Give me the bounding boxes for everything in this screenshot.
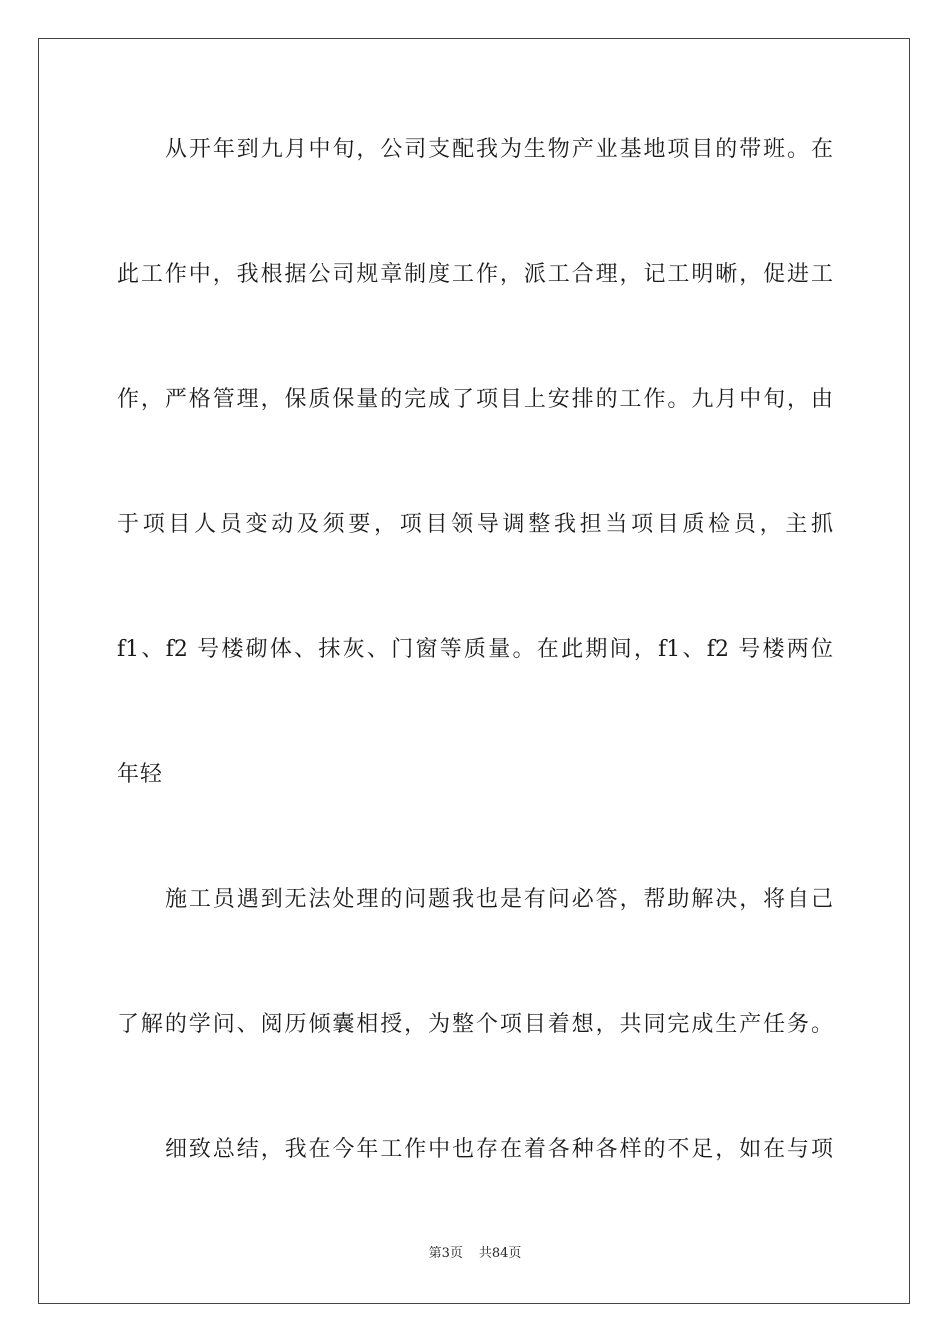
- paragraph-line-8: 了解的学问、阅历倾囊相授，为整个项目着想，共同完成生产任务。: [117, 1012, 833, 1037]
- paragraph-line-6: 年轻: [117, 762, 163, 787]
- page-number: 第3页: [428, 1246, 463, 1261]
- page-footer: [0, 1245, 950, 1263]
- paragraph-line-5: f1、f2 号楼砌体、抹灰、门窗等质量。在此期间，f1、f2 号楼两位: [117, 637, 833, 662]
- paragraph-line-2: 此工作中，我根据公司规章制度工作，派工合理，记工明晰，促进工: [117, 262, 833, 287]
- paragraph-line-1: 从开年到九月中旬，公司支配我为生物产业基地项目的带班。在: [165, 137, 833, 162]
- page-total: 共84页: [478, 1246, 522, 1261]
- page-border: [38, 38, 910, 1304]
- paragraph-line-7: 施工员遇到无法处理的问题我也是有问必答，帮助解决，将自己: [165, 887, 833, 912]
- paragraph-line-9: 细致总结，我在今年工作中也存在着各种各样的不足，如在与项: [165, 1137, 833, 1162]
- paragraph-line-4: 于项目人员变动及须要，项目领导调整我担当项目质检员，主抓: [117, 512, 833, 537]
- paragraph-line-3: 作，严格管理，保质保量的完成了项目上安排的工作。九月中旬，由: [117, 387, 833, 412]
